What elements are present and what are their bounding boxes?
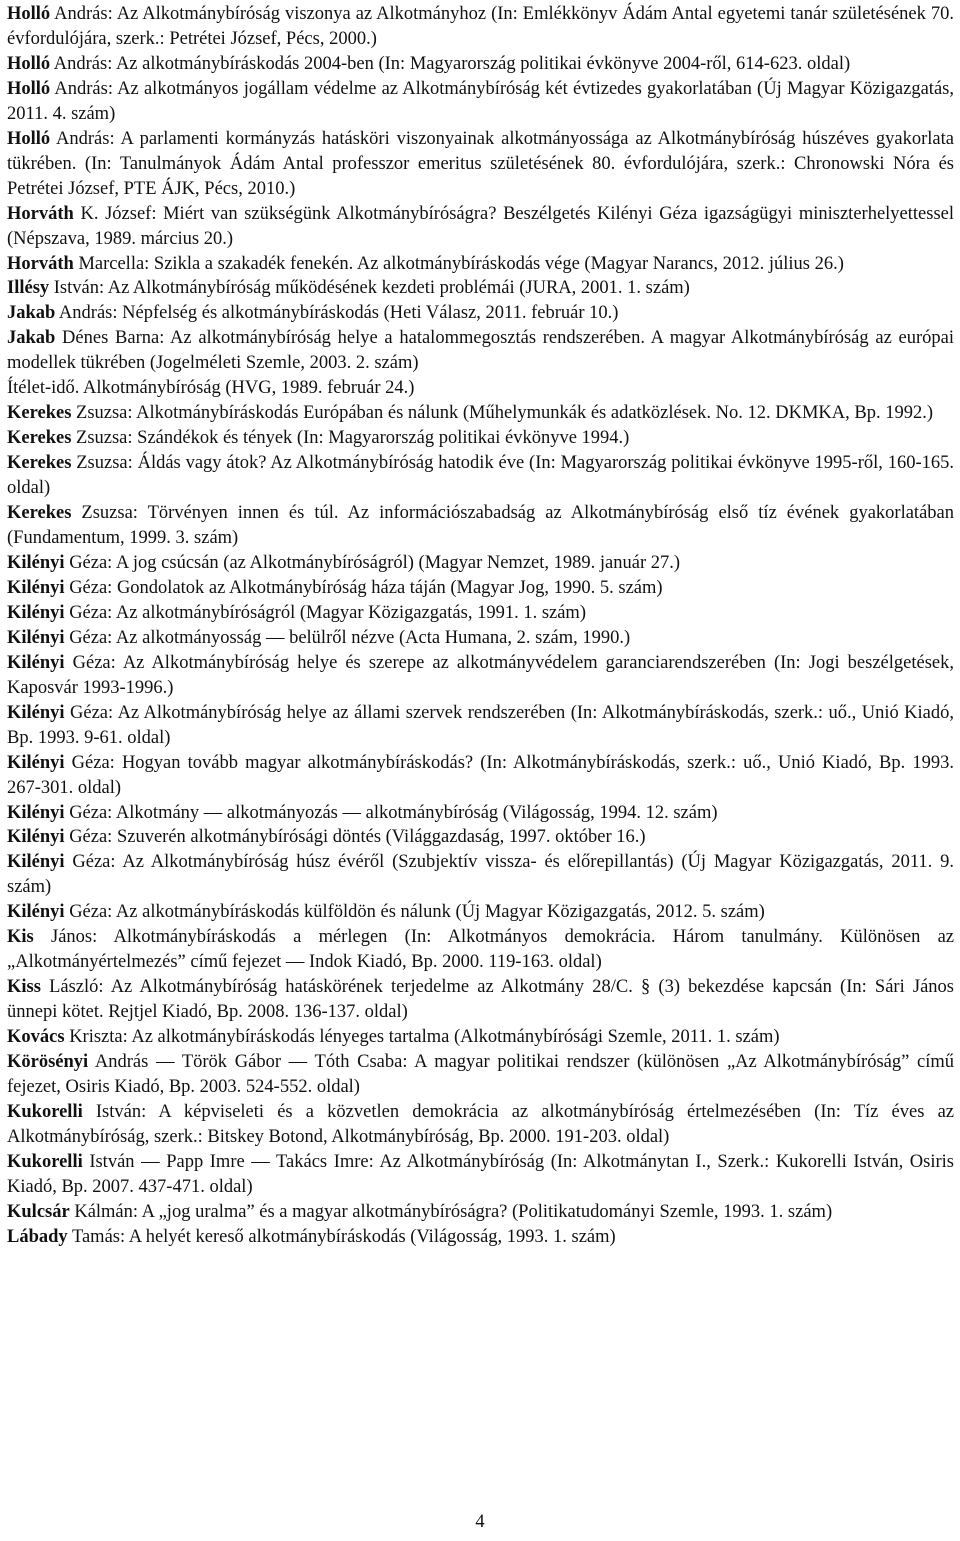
bibliography-entry [7,52,954,77]
entry-text: András: Az alkotmánybíráskodás 2004-ben (In: Magyarország politikai évkönyve 2004-ről, 614-623. oldal) [50,53,851,74]
bibliography-entry [7,576,954,601]
bibliography-entry [7,276,954,301]
bibliography-list [7,2,954,1250]
bibliography-entry [7,501,954,551]
entry-text: Géza: A jog csúcsán (az Alkotmánybíróságról) (Magyar Nemzet, 1989. január 27.) [64,552,681,573]
bibliography-entry [7,801,954,826]
bibliography-entry [7,1225,954,1250]
bibliography-entry [7,601,954,626]
entry-author: Horváth [7,253,74,274]
entry-author: Lábady [7,1226,68,1247]
bibliography-entry [7,975,954,1025]
entry-text: Tamás: A helyét kereső alkotmánybíráskodás (Világosság, 1993. 1. szám) [67,1226,616,1247]
entry-author: Holló [7,4,51,24]
bibliography-entry [7,751,954,801]
bibliography-entry [7,825,954,850]
entry-author: Kilényi [7,902,65,923]
entry-author: Kis [7,927,34,948]
bibliography-entry [7,701,954,751]
bibliography-entry [7,326,954,376]
entry-text: Géza: Gondolatok az Alkotmánybíróság háza táján (Magyar Jog, 1990. 5. szám) [64,577,663,598]
bibliography-entry [7,376,954,401]
entry-author: Kerekes [7,453,72,474]
bibliography-entry [7,401,954,426]
entry-text: K. József: Miért van szükségünk Alkotmánybíróságra? Beszélgetés Kilényi Géza igazságügyi miniszterhelyettessel (Népszava, 1989. március 20.) [7,203,954,249]
entry-author: Kilényi [7,627,65,648]
entry-text: Ítélet-idő. Alkotmánybíróság (HVG, 1989. február 24.) [7,378,415,399]
entry-text: András: Népfelség és alkotmánybíráskodás (Heti Válasz, 2011. február 10.) [55,303,619,324]
bibliography-entry [7,77,954,127]
entry-author: Kilényi [7,802,65,823]
entry-author: Körösényi [7,1052,89,1073]
entry-author: Kilényi [7,602,65,623]
bibliography-entry [7,900,954,925]
entry-author: Kovács [7,1027,65,1048]
entry-text: Géza: Az Alkotmánybíróság helye az állami szervek rendszerében (In: Alkotmánybíráskodás, szerk.: uő., Unió Kiadó, Bp. 1993. 9-61. oldal) [7,702,954,748]
bibliography-entry [7,925,954,975]
entry-author: Kilényi [7,852,65,873]
entry-author: Kulcsár [7,1201,70,1222]
entry-text: Zsuzsa: Áldás vagy átok? Az Alkotmánybíróság hatodik éve (In: Magyarország politikai évkönyve 1995-ről, 160-165. oldal) [7,453,954,499]
bibliography-entry [7,1025,954,1050]
entry-text: László: Az Alkotmánybíróság hatáskörének terjedelme az Alkotmány 28/C. § (3) bekezdése kapcsán (In: Sári János ünnepi kötet. Rejtjel Kiadó, Bp. 2008. 136-137. oldal) [7,977,954,1023]
entry-text: Zsuzsa: Törvényen innen és túl. Az információszabadság az Alkotmánybíróság első tíz évének gyakorlatában (Fundamentum, 1999. 3. szám) [7,503,954,549]
entry-text: András: Az alkotmányos jogállam védelme az Alkotmánybíróság két évtizedes gyakorlatában (Új Magyar Közigazgatás, 2011. 4. szám) [7,78,954,124]
bibliography-entry [7,1100,954,1150]
entry-text: Géza: Hogyan tovább magyar alkotmánybíráskodás? (In: Alkotmánybíráskodás, szerk.: uő., Unió Kiadó, Bp. 1993. 267-301. oldal) [7,752,954,798]
bibliography-entry [7,451,954,501]
entry-text: Marcella: Szikla a szakadék fenekén. Az alkotmánybíráskodás vége (Magyar Narancs, 2012. július 26.) [73,253,844,274]
entry-author: Holló [7,53,51,74]
entry-text: Dénes Barna: Az alkotmánybíróság helye a hatalommegosztás rendszerében. A magyar Alkotmánybíróság az európai modellek tükrében (Jogelméleti Szemle, 2003. 2. szám) [7,328,954,374]
bibliography-entry [7,301,954,326]
bibliography-entry [7,426,954,451]
entry-text: András: Az Alkotmánybíróság viszonya az Alkotmányhoz (In: Emlékkönyv Ádám Antal egyetemi tanár születésének 70. évfordulójára, szerk.: Petrétei József, Pécs, 2000.) [7,4,954,49]
entry-author: Kilényi [7,652,65,673]
page-number: 4 [475,1512,485,1532]
entry-text: Géza: Az Alkotmánybíróság helye és szerepe az alkotmányvédelem garanciarendszerében (In: Jogi beszélgetések, Kaposvár 1993-1996.) [7,652,954,698]
bibliography-entry [7,252,954,277]
bibliography-entry [7,850,954,900]
bibliography-entry [7,2,954,52]
entry-author: Jakab [7,328,56,349]
entry-text: Zsuzsa: Alkotmánybíráskodás Európában és nálunk (Műhelymunkák és adatközlések. No. 12. DKMKA, Bp. 1992.) [71,403,934,424]
bibliography-entry [7,1200,954,1225]
entry-text: István: A képviseleti és a közvetlen demokrácia az alkotmánybíróság értelmezésében (In: Tíz éves az Alkotmánybíróság, szerk.: Bitskey Botond, Alkotmánybíróság, Bp. 2000. 191-203. oldal) [7,1101,954,1147]
entry-text: András — Török Gábor — Tóth Csaba: A magyar politikai rendszer (különösen „Az Alkotmánybíróság” című fejezet, Osiris Kiadó, Bp. 2003. 524-552. oldal) [7,1052,954,1097]
entry-text: Géza: Az alkotmányosság — belülről nézve (Acta Humana, 2. szám, 1990.) [64,627,631,648]
entry-author: Kerekes [7,403,72,424]
entry-text: János: Alkotmánybíráskodás a mérlegen (In: Alkotmányos demokrácia. Három tanulmány. Különösen az „Alkotmányértelmezés” című fejezet — Indok Kiadó, Bp. 2000. 119-163. oldal) [7,927,954,973]
entry-text: István — Papp Imre — Takács Imre: Az Alkotmánybíróság (In: Alkotmánytan I., Szerk.: Kukorelli István, Osiris Kiadó, Bp. 2007. 437-471. oldal) [7,1151,954,1197]
entry-author: Kilényi [7,552,65,573]
bibliography-entry [7,1050,954,1100]
bibliography-entry [7,626,954,651]
entry-text: Kálmán: A „jog uralma” és a magyar alkotmánybíróságra? (Politikatudományi Szemle, 1993. 1. szám) [69,1201,833,1222]
entry-text: István: Az Alkotmánybíróság működésének kezdeti problémái (JURA, 2001. 1. szám) [49,278,690,299]
entry-text: Kriszta: Az alkotmánybíráskodás lényeges tartalma (Alkotmánybírósági Szemle, 2011. 1. szám) [64,1027,780,1048]
entry-author: Illésy [7,278,50,299]
entry-text: Zsuzsa: Szándékok és tények (In: Magyarország politikai évkönyve 1994.) [71,428,630,449]
bibliography-entry [7,551,954,576]
entry-author: Kilényi [7,702,65,723]
entry-author: Kilényi [7,752,65,773]
entry-text: András: A parlamenti kormányzás hatásköri viszonyainak alkotmányossága az Alkotmánybíróság húszéves gyakorlata tükrében. (In: Tanulmányok Ádám Antal professzor emeritus születésének 80. évfordulójára, szerk.: Chronowski Nóra és Petrétei József, PTE ÁJK, Pécs, 2010.) [7,128,954,199]
entry-author: Kilényi [7,827,65,848]
entry-text: Géza: Az alkotmánybíróságról (Magyar Közigazgatás, 1991. 1. szám) [64,602,586,623]
entry-text: Géza: Szuverén alkotmánybírósági döntés (Világgazdaság, 1997. október 16.) [64,827,646,848]
entry-author: Horváth [7,203,74,224]
entry-text: Géza: Az Alkotmánybíróság húsz évéről (Szubjektív vissza- és előrepillantás) (Új Magyar Közigazgatás, 2011. 9. szám) [7,852,954,898]
entry-author: Kilényi [7,577,65,598]
bibliography-entry [7,127,954,202]
bibliography-entry [7,202,954,252]
entry-author: Holló [7,128,51,149]
entry-author: Kerekes [7,428,72,449]
entry-author: Kukorelli [7,1151,83,1172]
bibliography-entry [7,1150,954,1200]
entry-text: Géza: Alkotmány — alkotmányozás — alkotmánybíróság (Világosság, 1994. 12. szám) [64,802,718,823]
entry-text: Géza: Az alkotmánybíráskodás külföldön és nálunk (Új Magyar Közigazgatás, 2012. 5. szám) [64,902,765,923]
entry-author: Kerekes [7,503,72,524]
bibliography-entry [7,651,954,701]
entry-author: Holló [7,78,51,99]
entry-author: Kiss [7,977,41,998]
entry-author: Jakab [7,303,56,324]
entry-author: Kukorelli [7,1101,83,1122]
